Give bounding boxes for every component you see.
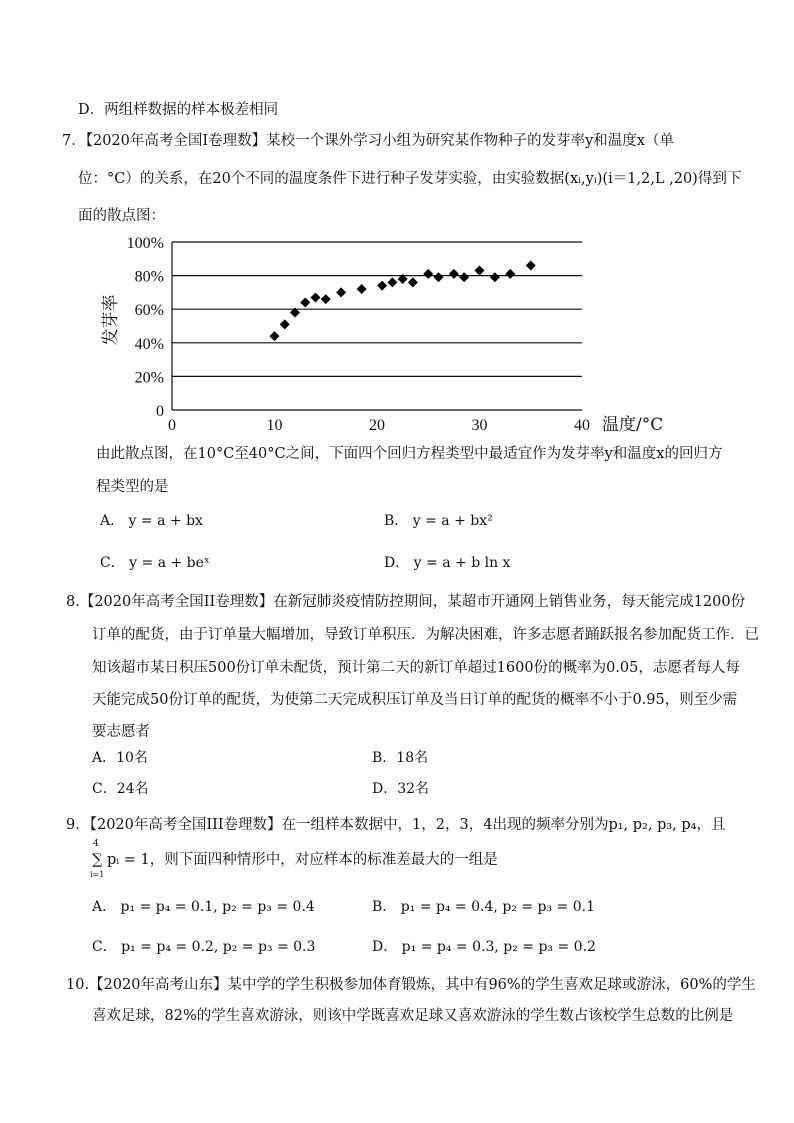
chart-axes	[172, 242, 582, 410]
q9-option-b: B． p₁ = p₄ = 0.4, p₂ = p₃ = 0.1	[372, 899, 595, 915]
y-tick-label: 60%	[134, 302, 164, 320]
q9-stem-line-1: 9．【2020年高考全国III卷理数】在一组样本数据中，1，2，3，4出现的频率分别为p₁, p₂, p₃, p₄，且	[66, 817, 726, 833]
y-tick-label: 40%	[134, 335, 164, 353]
q7-option-b: B． y = a + bx²	[384, 513, 493, 529]
y-tick-label: 80%	[134, 268, 164, 286]
q8-option-d: D．32名	[372, 781, 430, 797]
q7-option-a: A． y = a + bx	[100, 513, 203, 529]
q7-stem-line-3: 面的散点图：	[78, 208, 165, 224]
chart-x-ticks	[168, 417, 590, 434]
data-point	[526, 261, 536, 271]
q8-stem-line-5: 要志愿者	[92, 724, 150, 740]
q7-option-c: C． y = a + beˣ	[100, 555, 210, 571]
q9-option-c: C． p₁ = p₄ = 0.2, p₂ = p₃ = 0.3	[92, 939, 316, 955]
data-point	[270, 331, 280, 341]
data-point	[459, 272, 469, 282]
q7-stem-line-2: 位：°C）的关系，在20个不同的温度条件下进行种子发芽实验，由实验数据(xᵢ,yᵢ)(i＝1,2,L ,20)得到下	[78, 171, 742, 187]
q9-option-d: D． p₁ = p₄ = 0.3, p₂ = p₃ = 0.2	[372, 939, 596, 955]
q8-stem-line-3: 知该超市某日积压500份订单未配货，预计第二天的新订单超过1600份的概率为0.05，志愿者每人每	[92, 660, 740, 676]
sum-upper-limit: 4	[93, 839, 99, 849]
data-point	[300, 297, 310, 307]
q7-stem-line-5: 程类型的是	[96, 479, 169, 495]
data-point	[377, 281, 387, 291]
y-tick-label: 0	[156, 403, 164, 420]
y-tick-label: 100%	[126, 235, 164, 252]
chart-gridlines	[172, 242, 582, 376]
x-tick-label: 20	[369, 417, 385, 434]
data-point	[505, 269, 515, 279]
chart-x-axis-label: 温度/°C	[602, 415, 664, 435]
q7-stem-line-1: 7．【2020年高考全国Ⅰ卷理数】某校一个课外学习小组为研究某作物种子的发芽率y和温度x（单	[62, 133, 674, 149]
q10-stem-line-1: 10.【2020年高考山东】某中学的学生积极参加体育锻炼，其中有96%的学生喜欢足球或游泳，60%的学生	[66, 977, 756, 993]
data-point	[321, 294, 331, 304]
q9-option-a: A． p₁ = p₄ = 0.1, p₂ = p₃ = 0.4	[92, 899, 315, 915]
data-point	[449, 269, 459, 279]
data-point	[280, 319, 290, 329]
q8-option-b: B．18名	[372, 750, 429, 766]
data-point	[311, 292, 321, 302]
sum-lower-limit: i=1	[90, 870, 105, 879]
x-tick-label: 10	[266, 417, 283, 434]
q8-option-a: A．10名	[92, 750, 148, 766]
q8-option-c: C．24名	[92, 781, 149, 797]
q10-stem-line-2: 喜欢足球，82%的学生喜欢游泳，则该中学既喜欢足球又喜欢游泳的学生数占该校学生总数的比例是	[92, 1008, 734, 1024]
x-tick-label: 40	[574, 417, 590, 434]
x-tick-label: 30	[471, 417, 488, 434]
scatter-chart	[92, 228, 692, 438]
chart-y-axis-label: 发芽率	[101, 294, 121, 346]
data-point	[387, 277, 397, 287]
data-point	[336, 287, 346, 297]
q7-option-d: D． y = a + b ln x	[384, 555, 511, 571]
data-point	[434, 272, 444, 282]
q8-stem-line-4: 天能完成50份订单的配货，为使第二天完成积压订单及当日订单的配货的概率不小于0.95，则至少需	[92, 692, 738, 708]
q7-stem-line-4: 由此散点图，在10°C至40°C之间，下面四个回归方程类型中最适宜作为发芽率y和温度x的回归方	[96, 446, 723, 462]
q6-option-d: D．两组样数据的样本极差相同	[78, 102, 279, 118]
data-point	[490, 272, 500, 282]
chart-y-ticks	[127, 235, 164, 420]
x-tick-label: 0	[168, 417, 176, 434]
data-point	[357, 284, 367, 294]
q8-stem-line-2: 订单的配货，由于订单量大幅增加，导致订单积压．为解决困难，许多志愿者踊跃报名参加配货工作．已	[92, 627, 759, 643]
data-point	[408, 277, 418, 287]
chart-points	[270, 261, 536, 342]
q9-stem-line-2: ∑ pᵢ = 1，则下面四种情形中，对应样本的标准差最大的一组是	[92, 852, 498, 868]
q8-stem-line-1: 8.【2020年高考全国II卷理数】在新冠肺炎疫情防控期间，某超市开通网上销售业务，每天能完成1200份	[66, 594, 746, 610]
data-point	[423, 269, 433, 279]
y-tick-label: 20%	[134, 369, 164, 387]
data-point	[475, 266, 485, 276]
